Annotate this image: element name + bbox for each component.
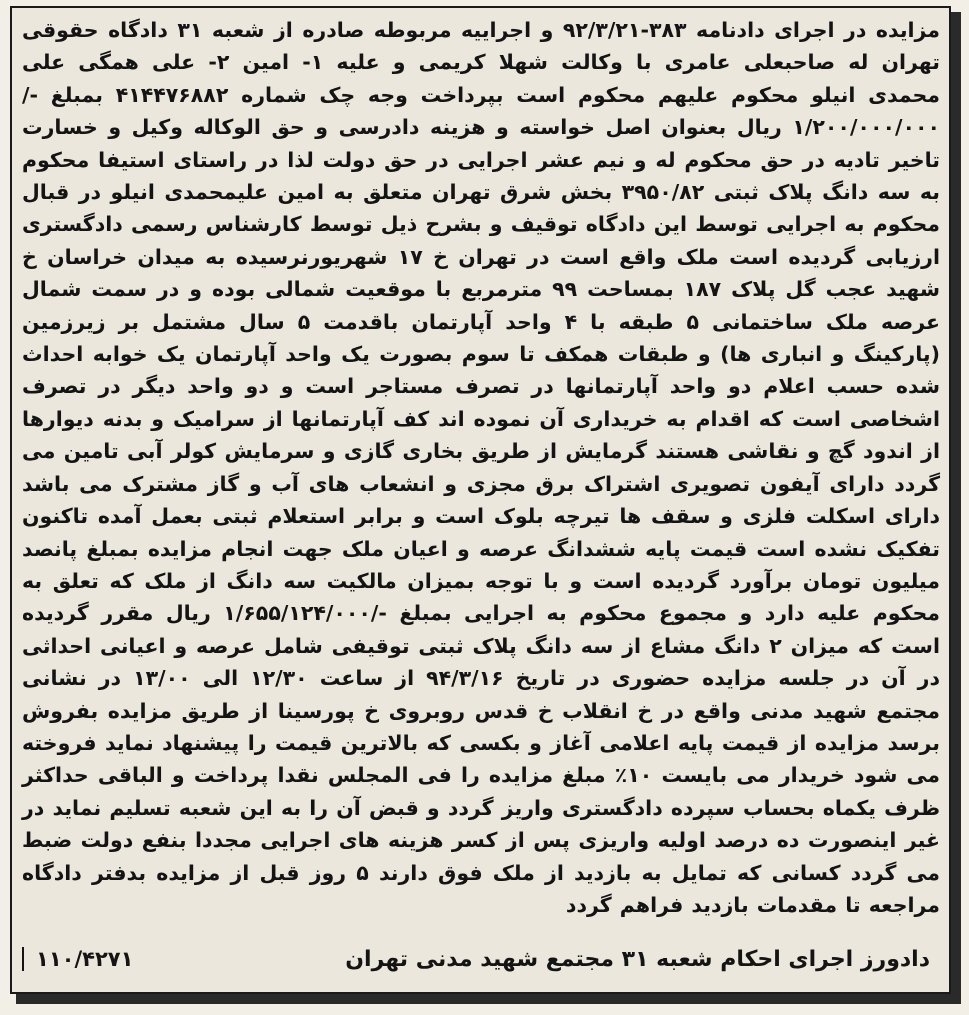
notice-code: ۱۱۰/۴۲۷۱ bbox=[22, 947, 141, 971]
border-shadow-right bbox=[951, 12, 961, 1004]
notice-footer bbox=[22, 939, 940, 979]
notice-body: مزایده در اجرای دادنامه ۳۸۳-۹۲/۳/۲۱ و اجراییه مربوطه صادره از شعبه ۳۱ دادگاه حقوقی تهران له صاحبعلی عامری با وکالت شهلا کریمی و علیه ۱- امین ۲- علی همگی علی محمدی انیلو محکوم علیهم محکوم است بپرداخت وجه چک شماره ۴۱۴۴۷۶۸۸۲ بمبلغ -/۱/۲۰۰/۰۰۰/۰۰۰ ریال بعنوان اصل خواسته و هزینه دادرسی و حق الوکاله وکیل و خسارت تاخیر تادیه در حق محکوم له و نیم عشر اجرایی در حق دولت لذا در راستای استیفا محکوم به سه دانگ پلاک ثبتی ۳۹۵۰/۸۲ بخش شرق تهران متعلق به امین علیمحمدی انیلو در قبال محکوم به اجرایی توسط این دادگاه توقیف و بشرح ذیل توسط کارشناس رسمی دادگستری ارزیابی گردیده است ملک واقع است در تهران خ ۱۷ شهریورنرسیده به میدان خراسان خ شهید عجب گل پلاک ۱۸۷ بمساحت ۹۹ مترمربع با موقعیت شمالی بوده و در سمت شمال عرصه ملک ساختمانی ۵ طبقه با ۴ واحد آپارتمان باقدمت ۵ سال مشتمل بر زیرزمین (پارکینگ و انباری ها) و طبقات همکف تا سوم بصورت یک واحد آپارتمان یک خوابه احداث شده حسب اعلام دو واحد آپارتمانها در تصرف مستاجر است و دو واحد دیگر در تصرف اشخاصی است که اقدام به خریداری آن نموده اند کف آپارتمانها از سرامیک و بدنه دیوارها از اندود گچ و نقاشی هستند گرمایش از طریق بخاری گازی و سرمایش کولر آبی تامین می گردد دارای آیفون تصویری اشتراک برق مجزی و انشعاب های آب و گاز مشترک می باشد دارای اسکلت فلزی و سقف ها تیرچه بلوک است و برابر استعلام ثبتی بعمل آمده تاکنون تفکیک نشده است قیمت پایه ششدانگ عرصه و اعیان ملک جهت انجام مزایده بمبلغ پانصد میلیون تومان برآورد گردیده است و با توجه بمیزان مالکیت سه دانگ از ملک که تعلق به محکوم علیه دارد و مجموع محکوم به اجرایی بمبلغ -/۱/۶۵۵/۱۲۴/۰۰۰ ریال مقرر گردیده است که میزان ۲ دانگ مشاع از سه دانگ پلاک ثبتی توقیفی شامل عرصه و اعیانی احداثی در آن در جلسه مزایده حضوری در تاریخ ۹۴/۳/۱۶ از ساعت ۱۲/۳۰ الی ۱۳/۰۰ در نشانی مجتمع شهید مدنی واقع در خ انقلاب خ قدس روبروی خ پورسینا از طریق مزایده بفروش برسد مزایده از قیمت پایه اعلامی آغاز و بکسی که بالاترین قیمت را پیشنهاد نماید فروخته می شود خریدار می بایست ۱۰٪ مبلغ مزایده را فی المجلس نقدا پرداخت و الباقی حداکثر ظرف یکماه بحساب سپرده دادگستری واریز گردد و قبض آن را به این شعبه تسلیم نماید در غیر اینصورت ده درصد اولیه واریزی پس از کسر هزینه های اجرایی مجددا بنفع دولت ضبط می گردد کسانی که تمایل به بازدید از ملک فوق دارند ۵ روز قبل از مزایده بدفتر دادگاه مراجعه تا مقدمات بازدید فراهم گردد bbox=[22, 18, 941, 917]
signature-line: دادورز اجرای احکام شعبه ۳۱ مجتمع شهید مدنی تهران bbox=[345, 946, 930, 972]
border-shadow-bottom bbox=[16, 994, 951, 1004]
